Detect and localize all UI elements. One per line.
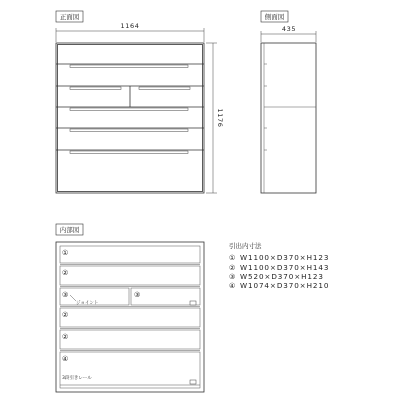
interior-drawer-boxes	[60, 246, 200, 388]
joint-callout	[70, 295, 98, 306]
front-width-value: 1164	[120, 22, 140, 30]
mark-drawer-5: ②	[62, 333, 69, 341]
front-height-dimension	[206, 43, 224, 193]
drawer-box-6	[60, 352, 200, 388]
spec-text-3: W520×D370×H123	[240, 272, 324, 281]
spec-text-1: W1100×D370×H123	[240, 253, 330, 262]
spec-mark-1: ①	[229, 254, 236, 262]
mark-drawer-6: ④	[62, 355, 69, 363]
interior-rails	[60, 265, 200, 386]
drawer-box-5	[60, 330, 200, 349]
drawer-box-1	[60, 246, 200, 263]
drawer-box-3-right	[131, 288, 200, 305]
front-view-label: 正面図	[59, 13, 80, 21]
handle-drawer-6	[70, 151, 188, 153]
handle-drawer-4	[70, 108, 188, 110]
side-depth-dimension	[261, 25, 316, 42]
front-height-value: 1176	[216, 108, 224, 128]
mark-drawer-4: ②	[62, 311, 69, 319]
side-view-label: 側面図	[264, 13, 285, 21]
side-depth-value: 435	[281, 25, 297, 33]
spec-title: 引出内寸法	[229, 242, 262, 250]
front-drawers	[56, 64, 204, 150]
spec-text-2: W1100×D370×H143	[240, 263, 330, 272]
side-view	[261, 11, 316, 193]
front-view	[56, 11, 224, 193]
mark-drawer-1: ①	[62, 249, 69, 257]
front-width-dimension	[56, 22, 204, 42]
spec-mark-4: ④	[229, 282, 236, 290]
handle-drawer-2	[70, 65, 188, 67]
interior-view-label: 内部図	[59, 226, 80, 234]
mark-drawer-3-left: ③	[62, 291, 69, 299]
spec-mark-2: ②	[229, 264, 236, 272]
mark-drawer-2: ②	[62, 269, 69, 277]
handle-drawer-3-right	[139, 87, 190, 89]
joint-label: ジョイント	[76, 301, 99, 306]
side-cabinet-body	[261, 43, 316, 193]
interior-view	[56, 224, 204, 392]
spec-mark-3: ③	[229, 273, 236, 281]
mark-drawer-3-right: ③	[134, 291, 141, 299]
spec-text-4: W1074×D370×H210	[240, 281, 330, 290]
drawer-box-4	[60, 308, 200, 327]
interior-fittings	[190, 301, 196, 384]
handle-drawer-3-left	[70, 87, 121, 89]
front-drawer-handles	[70, 65, 190, 153]
handle-drawer-5	[70, 129, 188, 131]
rail-label: 3段引きレール	[62, 376, 92, 381]
drawer-box-2	[60, 266, 200, 285]
drawer-inner-dimensions	[229, 241, 329, 290]
